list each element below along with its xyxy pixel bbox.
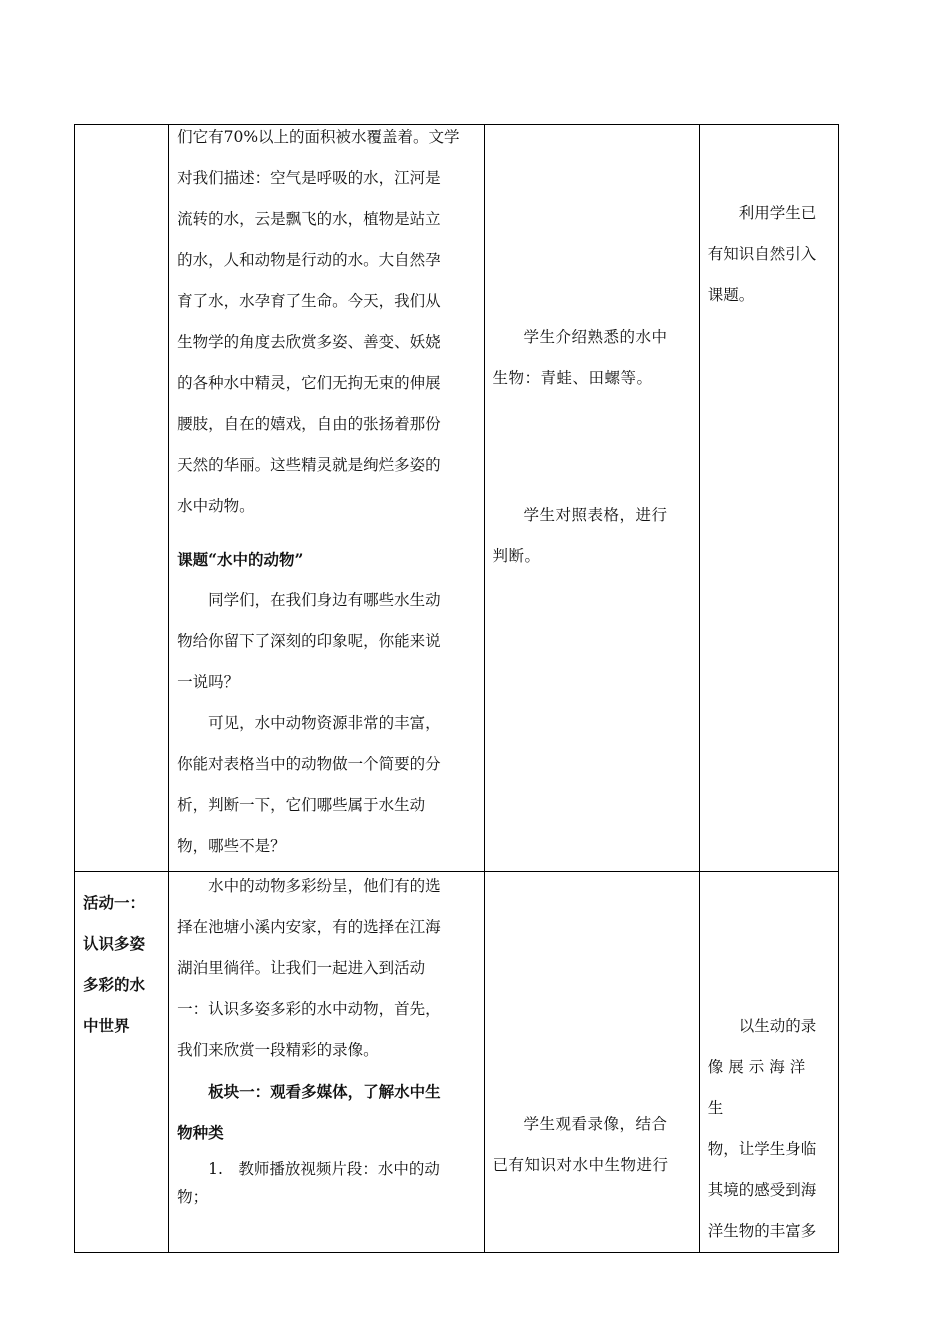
student-activity-cell [484,125,699,872]
text-line: 课题。 [707,286,755,304]
text-line: 水中的动物多彩纷呈，他们有的选 [208,877,441,895]
text-line: 择在池塘小溪内安家，有的选择在江海 [177,918,441,936]
text-line: 对我们描述：空气是呼吸的水，江河是 [177,169,441,187]
text-line: 学生观看录像，结合 [523,1115,668,1133]
lesson-plan-table [74,124,839,1253]
activity-heading-line: 认识多姿 [83,934,146,953]
table-row [75,125,839,872]
activity-heading-line: 多彩的水 [83,975,146,994]
text-line: 其境的感受到海 [707,1181,817,1199]
text-line: 可见，水中动物资源非常的丰富， [208,714,441,732]
table-row [75,872,839,1253]
text-line: 判断。 [492,547,541,565]
activity-cell [75,872,169,1253]
text-line: 析，判断一下，它们哪些属于水生动 [177,796,426,814]
text-line: 的各种水中精灵，它们无拘无束的伸展 [177,374,441,392]
text-line: 物，让学生身临 [707,1140,817,1158]
text-line: 一说吗？ [177,673,240,691]
text-line: 一：认识多姿多彩的水中动物，首先， [177,1000,441,1018]
text-line: 有知识自然引入 [707,245,817,263]
text-line: 已有知识对水中生物进行 [492,1156,669,1174]
text-line: 以生动的录 [738,1017,817,1035]
text-line: 生物学的角度去欣赏多姿、善变、妖娆 [177,333,441,351]
text-line: 像展示海洋生 [707,1058,811,1117]
text-line: 学生介绍熟悉的水中 [523,328,668,346]
text-line: 生物：青蛙、田螺等。 [492,369,653,387]
text-line: 物给你留下了深刻的印象呢，你能来说 [177,632,441,650]
design-intent-cell [699,125,838,872]
student-activity-cell [484,872,699,1253]
text-line: 育了水，水孕育了生命。今天，我们从 [177,292,441,310]
teacher-activity-cell [169,872,484,1253]
teacher-activity-cell [169,125,484,872]
activity-heading-line: 活动一： [83,893,146,912]
text-line: 物，哪些不是？ [177,837,286,855]
text-line: 的水，人和动物是行动的水。大自然孕 [177,251,441,269]
text-line: 利用学生已 [738,204,817,222]
section-heading: 板块一：观看多媒体，了解水中生 [208,1082,441,1101]
text-line: 流转的水，云是飘飞的水，植物是站立 [177,210,441,228]
text-line: 天然的华丽。这些精灵就是绚烂多姿的 [177,456,441,474]
text-line: 物； [177,1188,209,1206]
text-line: 你能对表格当中的动物做一个简要的分 [177,755,441,773]
text-line: 1. 教师播放视频片段：水中的动 [208,1160,440,1178]
text-line: 我们来欣赏一段精彩的录像。 [177,1041,379,1059]
activity-heading-line: 中世界 [83,1016,130,1035]
text-line: 腰肢，自在的嬉戏，自由的张扬着那份 [177,415,441,433]
text-line: 湖泊里徜徉。让我们一起进入到活动 [177,959,426,977]
text-line: 洋生物的丰富多 [707,1222,817,1240]
text-line: 同学们，在我们身边有哪些水生动 [208,591,441,609]
topic-heading: 课题“水中的动物” [177,550,304,569]
activity-cell [75,125,169,872]
text-line: 学生对照表格，进行 [523,506,668,524]
section-heading: 物种类 [177,1123,224,1142]
design-intent-cell [699,872,838,1253]
text-line: 们它有70%以上的面积被水覆盖着。文学 [177,128,460,146]
text-line: 水中动物。 [177,497,255,515]
